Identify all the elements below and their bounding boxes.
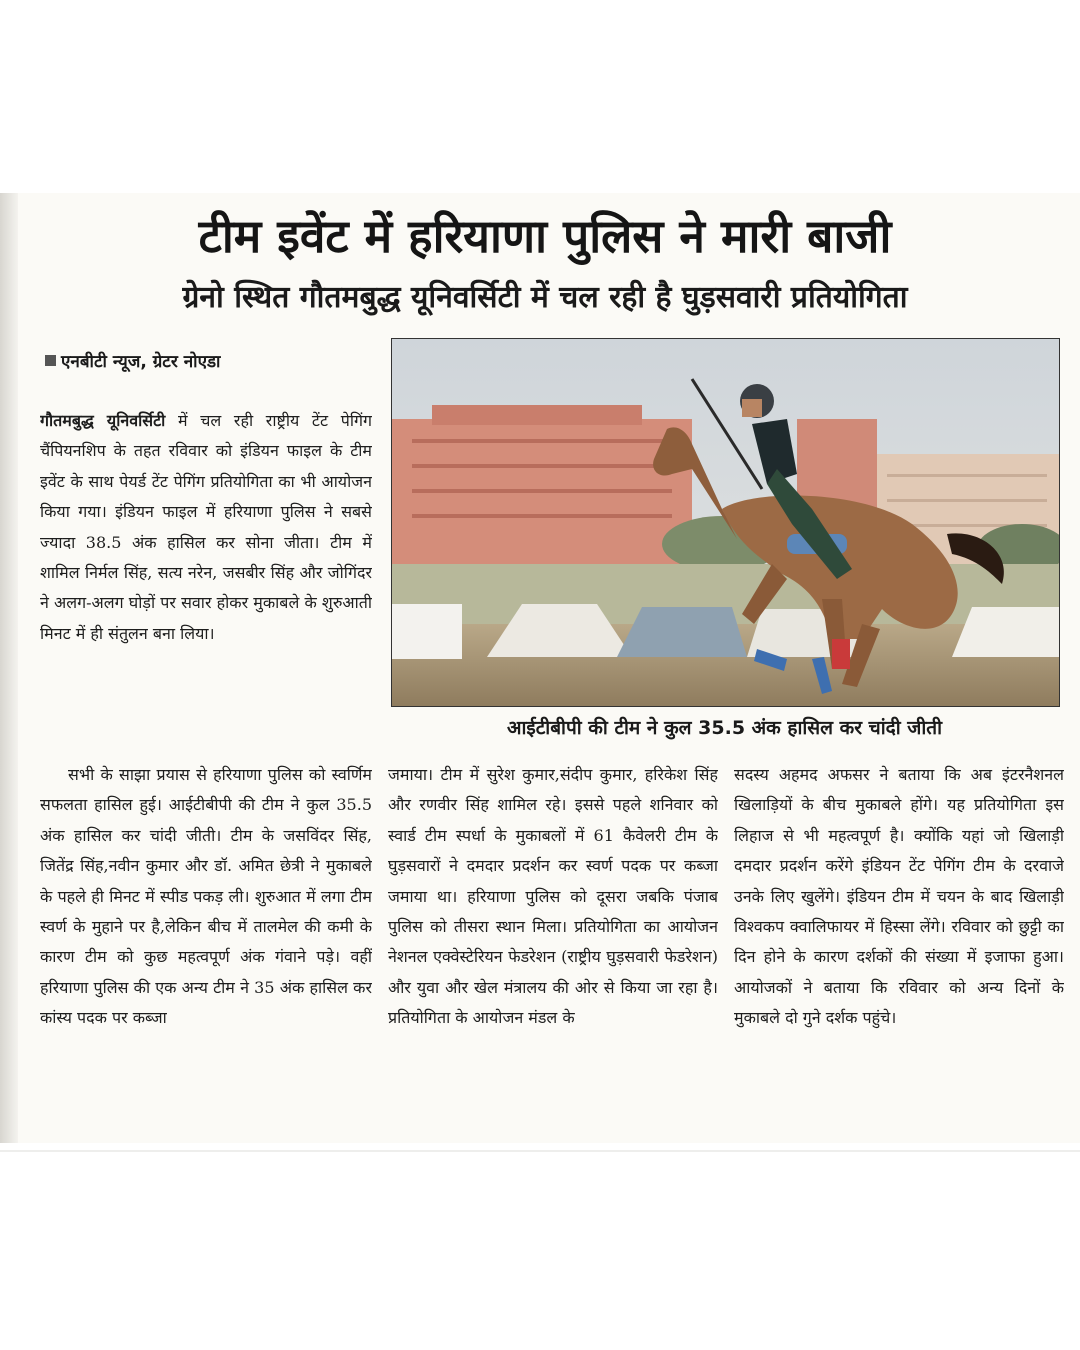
- photo-caption: आईटीबीपी की टीम ने कुल 35.5 अंक हासिल कर चांदी जीती: [506, 717, 943, 739]
- byline: [45, 350, 220, 374]
- horse-rider-illustration: [392, 339, 1059, 706]
- byline-square-icon: [45, 355, 56, 366]
- lead-phrase: गौतमबुद्ध यूनिवर्सिटी: [40, 411, 166, 430]
- byline-text: एनबीटी न्यूज, ग्रेटर नोएडा: [61, 352, 221, 372]
- article-paragraph-1: [40, 406, 372, 649]
- news-photo-horse-rider: [391, 338, 1060, 707]
- headline: टीम इवेंट में हरियाणा पुलिस ने मारी बाजी: [198, 209, 892, 263]
- article-paragraph-4: सदस्य अहमद अफसर ने बताया कि अब इंटरनैशनल खिलाड़ियों के बीच मुकाबले होंगे। यह प्रतियोगिता इस लिहाज से भी महत्वपूर्ण है। क्योंकि यहां जो खिलाड़ी दमदार प्रदर्शन करेंगे इंडियन टेंट पेगिंग टीम के दरवाजे उनके लिए खुलेंगे। इंडियन टीम में चयन के बाद खिलाड़ी विश्वकप क्वालिफायर में हिस्सा लेंगे। रविवार को छुट्टी का दिन होने के कारण दर्शकों की संख्या में इजाफा हुआ। आयोजकों ने बताया कि रविवार को अन्य दिनों के मुकाबले दो गुने दर्शक पहुंचे।: [734, 765, 1064, 1028]
- article-paragraph-3: जमाया। टीम में सुरेश कुमार,संदीप कुमार, हरिकेश सिंह और रणवीर सिंह शामिल रहे। इससे पहले शनिवार को स्वार्ड टीम स्पर्धा के मुकाबलों में 61 कैवेलरी टीम के घुड़सवारों ने दमदार प्रदर्शन कर स्वर्ण पदक पर कब्जा जमाया था। हरियाणा पुलिस को दूसरा जबकि पंजाब पुलिस को तीसरा स्थान मिला। प्रतियोगिता का आयोजन नेशनल एक्वेस्टेरियन फेडरेशन (राष्ट्रीय घुड़सवारी फेडरेशन) और युवा और खेल मंत्रालय की ओर से किया जा रहा है। प्रतियोगिता के आयोजन मंडल के: [388, 765, 718, 1028]
- article-column-1-top: [40, 406, 372, 754]
- article-column-2: [388, 760, 718, 1140]
- article-paragraph-2: सभी के साझा प्रयास से हरियाणा पुलिस को स्वर्णिम सफलता हासिल हुई। आईटीबीपी की टीम ने कुल 35.5 अंक हासिल कर चांदी जीती। टीम के जसविंदर सिंह, जितेंद्र सिंह,नवीन कुमार और डॉ. अमित छेत्री ने मुकाबले के पहले ही मिनट में स्पीड पकड़ ली। शुरुआत में लगा टीम स्वर्ण के मुहाने पर है,लेकिन बीच में तालमेल की कमी के कारण टीम को कुछ महत्वपूर्ण अंक गंवाने पड़े। वहीं हरियाणा पुलिस की एक अन्य टीम ने 35 अंक हासिल कर कांस्य पदक पर कब्जा: [40, 765, 372, 1028]
- clipping-edge: [0, 193, 18, 1143]
- subheadline: ग्रेनो स्थित गौतमबुद्ध यूनिवर्सिटी में चल रही है घुड़सवारी प्रतियोगिता: [182, 280, 908, 315]
- bottom-divider: [0, 1150, 1080, 1152]
- article-column-1-bottom: [40, 760, 372, 1140]
- paragraph-1-text: में चल रही राष्ट्रीय टेंट पेगिंग चैंपियनशिप के तहत रविवार को इंडियन फाइल के टीम इवेंट के साथ पेयर्ड टेंट पेगिंग प्रतियोगिता का भी आयोजन किया गया। इंडियन फाइल में हरियाणा पुलिस ने सबसे ज्यादा 38.5 अंक हासिल कर सोना जीता। टीम में शामिल निर्मल सिंह, सत्य नरेन, जसबीर सिंह और जोगिंदर ने अलग-अलग घोड़ों पर सवार होकर मुकाबले के शुरुआती मिनट में ही संतुलन बना लिया।: [40, 411, 372, 643]
- article-column-3: [734, 760, 1064, 1140]
